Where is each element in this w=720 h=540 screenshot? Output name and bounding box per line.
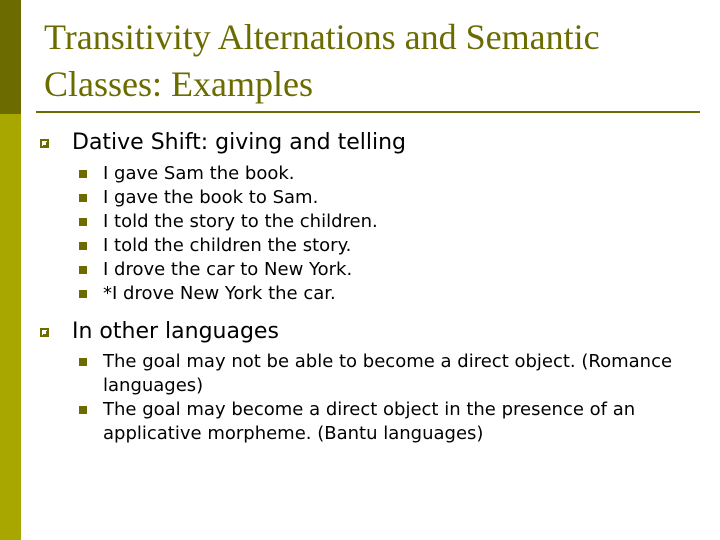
filled-square-bullet-icon [79, 266, 87, 274]
bullet-other-languages: In other languages [72, 319, 279, 344]
example-sentence-4: I told the children the story. [103, 235, 352, 256]
note-bantu: The goal may become a direct object in the presence of an applicative morpheme. (Bantu languages) [103, 399, 636, 444]
slide-title-line-1: Transitivity Alternations and Semantic [44, 17, 600, 57]
bullet-dative-shift: Dative Shift: giving and telling [72, 130, 407, 155]
filled-square-bullet-icon [79, 242, 87, 250]
title-underline [36, 111, 700, 113]
note-romance: The goal may not be able to become a direct object. (Romance languages) [103, 351, 673, 396]
left-accent-bar-bottom [0, 114, 21, 540]
filled-square-bullet-icon [79, 406, 87, 414]
example-sentence-5: I drove the car to New York. [103, 259, 353, 280]
hollow-square-bullet-icon [40, 328, 49, 337]
example-sentence-1: I gave Sam the book. [103, 163, 295, 184]
filled-square-bullet-icon [79, 290, 87, 298]
example-sentence-3: I told the story to the children. [103, 211, 378, 232]
filled-square-bullet-icon [79, 194, 87, 202]
filled-square-bullet-icon [79, 170, 87, 178]
example-sentence-2: I gave the book to Sam. [103, 187, 319, 208]
hollow-square-bullet-icon [40, 139, 49, 148]
filled-square-bullet-icon [79, 218, 87, 226]
example-sentence-6: *I drove New York the car. [103, 283, 336, 304]
slide-title-line-2: Classes: Examples [44, 64, 313, 104]
left-accent-bar-top [0, 0, 21, 114]
slide-title [44, 14, 704, 108]
filled-square-bullet-icon [79, 358, 87, 366]
